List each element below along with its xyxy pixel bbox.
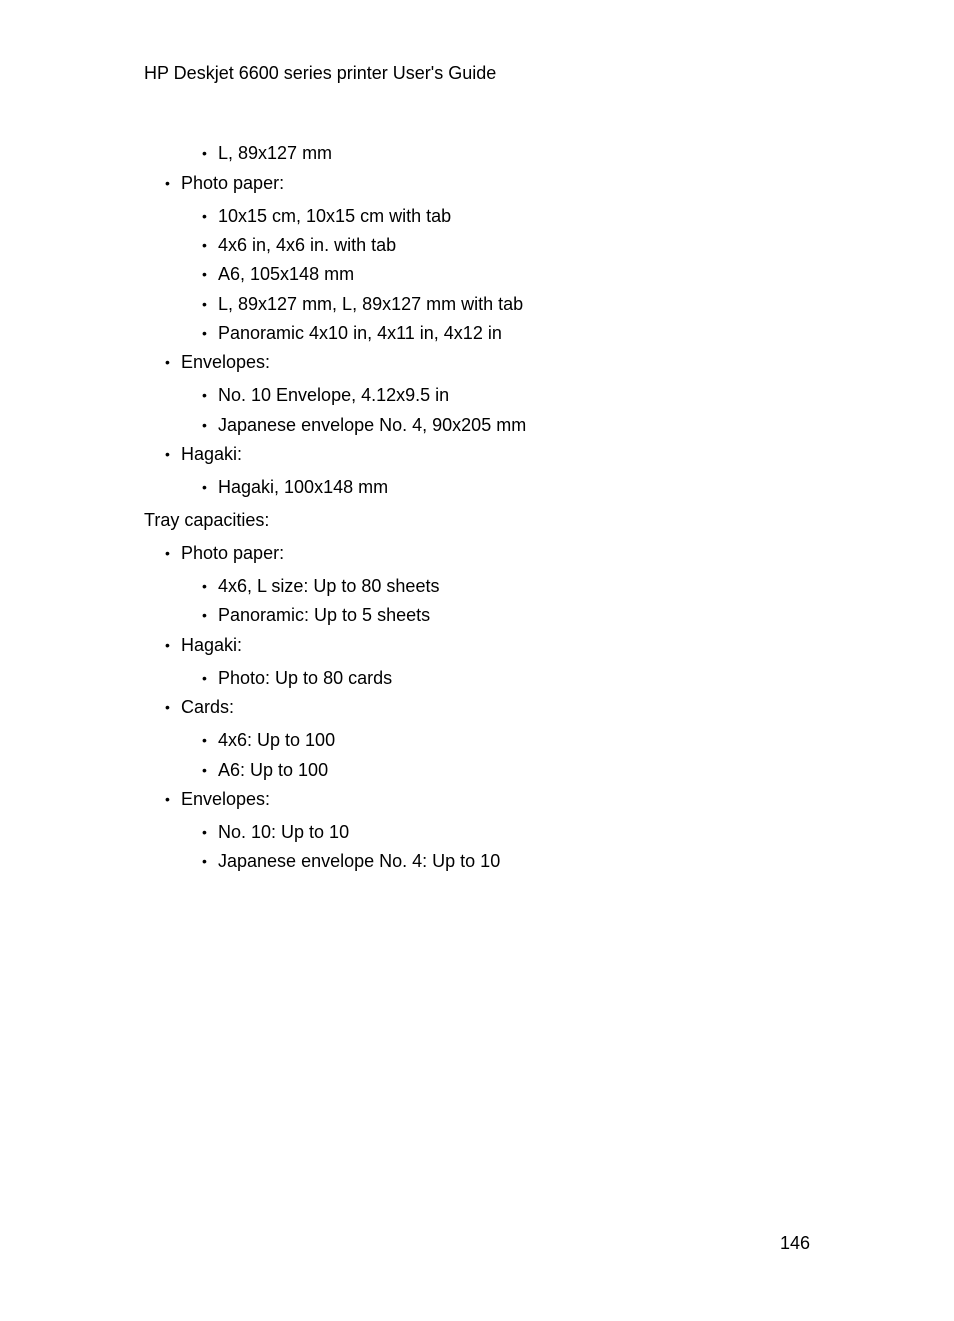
bullet-icon: • — [202, 325, 207, 341]
bullet-icon: • — [202, 853, 207, 869]
list-item-text: Photo paper: — [181, 173, 285, 193]
list-item-text: L, 89x127 mm, L, 89x127 mm with tab — [218, 294, 524, 314]
bullet-icon: • — [165, 354, 170, 370]
list-item-text: Photo paper: — [181, 543, 285, 563]
list-item-text: 10x15 cm, 10x15 cm with tab — [218, 206, 452, 226]
list-item-text: Hagaki, 100x148 mm — [218, 477, 389, 497]
bullet-icon: • — [202, 732, 207, 748]
list-item-text: 4x6 in, 4x6 in. with tab — [218, 235, 397, 255]
list-item-text: Japanese envelope No. 4: Up to 10 — [218, 851, 501, 871]
list-item-text: No. 10 Envelope, 4.12x9.5 in — [218, 385, 450, 405]
bullet-icon: • — [202, 208, 207, 224]
bullet-icon: • — [202, 479, 207, 495]
page-number: 146 — [780, 1233, 811, 1253]
page-header-title: HP Deskjet 6600 series printer User's Guide — [144, 63, 497, 83]
bullet-icon: • — [202, 417, 207, 433]
bullet-icon: • — [202, 145, 207, 161]
bullet-icon: • — [165, 637, 170, 653]
list-item-text: Cards: — [181, 697, 235, 717]
bullet-icon: • — [202, 578, 207, 594]
bullet-icon: • — [165, 791, 170, 807]
list-item-text: Envelopes: — [181, 789, 271, 809]
list-item-text: Photo: Up to 80 cards — [218, 668, 393, 688]
list-item-text: Panoramic: Up to 5 sheets — [218, 605, 431, 625]
bullet-icon: • — [165, 545, 170, 561]
list-item-text: Japanese envelope No. 4, 90x205 mm — [218, 415, 527, 435]
list-item-text: Hagaki: — [181, 444, 243, 464]
bullet-icon: • — [165, 699, 170, 715]
list-item-text: 4x6: Up to 100 — [218, 730, 336, 750]
bullet-icon: • — [202, 237, 207, 253]
bullet-icon: • — [202, 762, 207, 778]
list-item-text: Panoramic 4x10 in, 4x11 in, 4x12 in — [218, 323, 502, 343]
bullet-icon: • — [202, 387, 207, 403]
list-item-text: 4x6, L size: Up to 80 sheets — [218, 576, 440, 596]
bullet-icon: • — [202, 824, 207, 840]
list-item-text: Tray capacities: — [144, 510, 270, 530]
list-item-text: Envelopes: — [181, 352, 271, 372]
bullet-icon: • — [165, 446, 170, 462]
list-item-text: A6, 105x148 mm — [218, 264, 355, 284]
bullet-icon: • — [202, 670, 207, 686]
bullet-icon: • — [202, 296, 207, 312]
bullet-icon: • — [202, 607, 207, 623]
bullet-icon: • — [165, 175, 170, 191]
list-item-text: L, 89x127 mm — [218, 143, 333, 163]
list-item-text: Hagaki: — [181, 635, 243, 655]
list-item-text: A6: Up to 100 — [218, 760, 329, 780]
bullet-icon: • — [202, 266, 207, 282]
list-item-text: No. 10: Up to 10 — [218, 822, 350, 842]
